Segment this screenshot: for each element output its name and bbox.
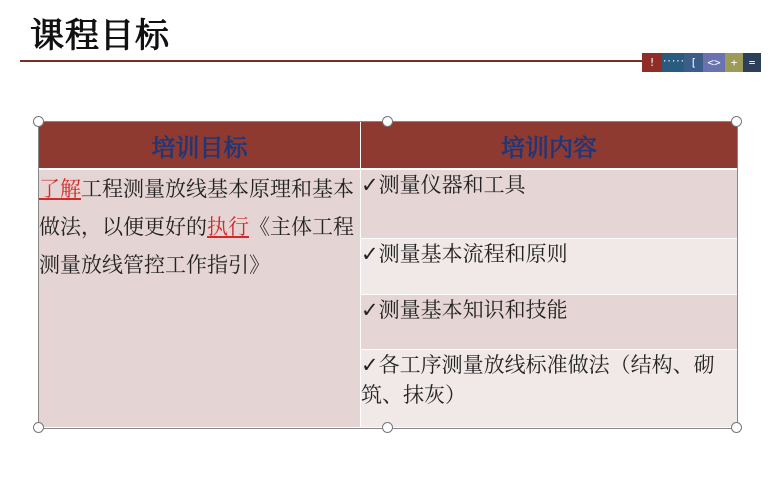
nav-button-dots[interactable]: ·····	[662, 53, 684, 72]
slide-title: 课程目标	[30, 16, 170, 56]
nav-button-alert[interactable]: !	[642, 53, 662, 72]
slide-nav-strip	[642, 53, 761, 88]
nav-button-arrows[interactable]: <>	[703, 53, 725, 72]
nav-button-plus[interactable]: +	[725, 53, 743, 72]
nav-button-equals[interactable]: =	[743, 53, 761, 72]
content-item: ✓测量基本流程和原则	[361, 239, 738, 294]
content-item: ✓测量基本知识和技能	[361, 294, 738, 349]
resize-handle-top-middle[interactable]	[382, 116, 393, 127]
resize-handle-bottom-middle[interactable]	[382, 422, 393, 433]
header-training-content: 培训内容	[361, 122, 738, 170]
keyword-understand: 了解	[39, 177, 81, 202]
content-item: ✓各工序测量放线标准做法（结构、砌筑、抹灰）	[361, 350, 738, 428]
resize-handle-bottom-left[interactable]	[33, 422, 44, 433]
goals-table-frame[interactable]	[38, 121, 737, 428]
resize-handle-top-left[interactable]	[33, 116, 44, 127]
content-item: ✓测量仪器和工具	[361, 169, 738, 238]
nav-button-brackets[interactable]: [ ]	[684, 53, 703, 72]
title-divider	[20, 60, 642, 62]
keyword-execute: 执行	[207, 215, 249, 240]
goals-table	[38, 121, 738, 428]
resize-handle-top-right[interactable]	[731, 116, 742, 127]
goal-text-2: 《主体工程测量放线管控工作指引》	[39, 215, 354, 278]
goal-text-1: 工程测量放线基本原理和基本做法，以便更好的	[39, 177, 354, 240]
resize-handle-bottom-right[interactable]	[731, 422, 742, 433]
goal-description	[39, 169, 361, 427]
header-training-goal: 培训目标	[39, 122, 361, 170]
